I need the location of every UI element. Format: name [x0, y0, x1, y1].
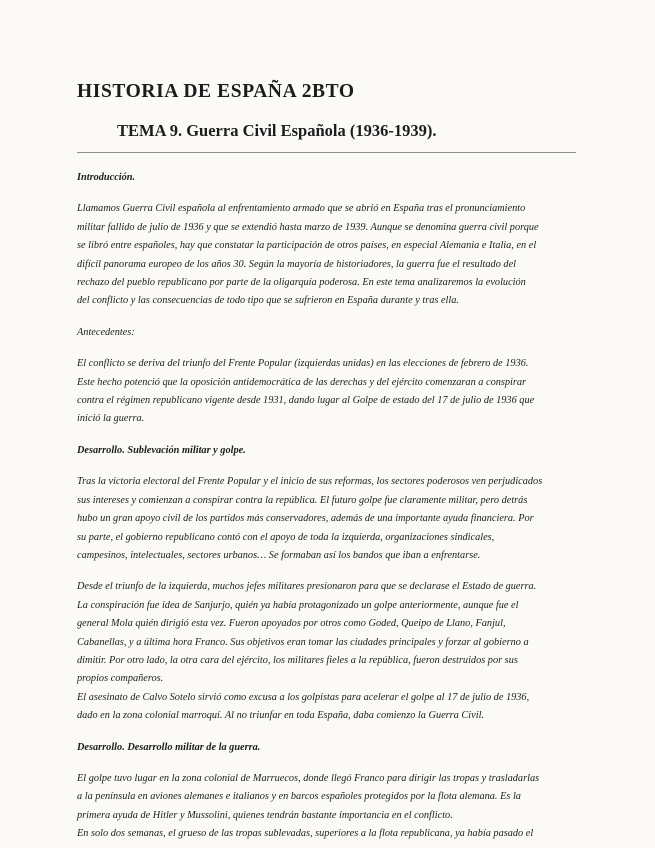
paragraph-spacer	[77, 342, 577, 355]
paragraph-line: Llamamos Guerra Civil española al enfrentamiento armado que se abrió en España tras el pronunciamiento	[77, 203, 526, 215]
document-subtitle: TEMA 9. Guerra Civil Española (1936-1939).	[117, 121, 437, 140]
paragraph-line: propios compañeros.	[77, 673, 164, 685]
paragraph-spacer	[77, 187, 577, 200]
paragraph-line: campesinos, intelectuales, sectores urbanos… Se formaban así los bandos que iban a enfrentarse.	[77, 549, 481, 561]
paragraph-spacer	[77, 565, 577, 578]
section-heading: Desarrollo. Sublevación militar y golpe.	[77, 444, 246, 456]
title-divider	[77, 152, 576, 153]
paragraph-line: En solo dos semanas, el grueso de las tropas sublevadas, superiores a la flota republicana, ya había pasado el	[77, 828, 534, 840]
paragraph-line: Cabanellas, y a última hora Franco. Sus objetivos eran tomar las ciudades principales y forzar al gobierno a	[77, 636, 529, 648]
paragraph-line: El golpe tuvo lugar en la zona colonial de Marruecos, donde llegó Franco para dirigir las tropas y trasladarlas	[77, 772, 540, 784]
paragraph-line: El asesinato de Calvo Sotelo sirvió como excusa a los golpistas para acelerar el golpe al 17 de julio de 1936,	[77, 691, 530, 703]
paragraph-spacer	[77, 726, 577, 739]
section-heading: Antecedentes:	[77, 326, 135, 338]
paragraph-line: Este hecho potenció que la oposición antidemocrática de las derechas y del ejército comenzaran a conspirar	[77, 376, 527, 388]
paragraph-line: hubo un gran apoyo civil de los partidos más conservadores, además de una importante ayuda financiera. Por	[77, 513, 534, 525]
paragraph-spacer	[77, 757, 577, 770]
paragraph-line: primera ayuda de Hitler y Mussolini, quienes tendrán bastante importancia en el conflicto.	[77, 809, 453, 821]
paragraph-line: La conspiración fue idea de Sanjurjo, quién ya había protagonizado un golpe anteriormente, aunque fue el	[77, 599, 519, 611]
paragraph-line: inició la guerra.	[77, 413, 145, 425]
paragraph-line: se libró entre españoles, hay que constatar la participación de otros países, en especial Alemania e Italia, en el	[77, 240, 537, 252]
paragraph-line: su parte, el gobierno republicano contó con el apoyo de toda la izquierda, organizaciones sindicales,	[77, 531, 495, 543]
paragraph-line: Desde el triunfo de la izquierda, muchos jefes militares presionaron para que se declarase el Estado de guerra.	[77, 581, 537, 593]
paragraph-line: general Mola quién dirigió esta vez. Fueron apoyados por otros como Goded, Queipo de Llano, Fanjul,	[77, 618, 506, 630]
paragraph-line: El conflicto se deriva del triunfo del Frente Popular (izquierdas unidas) en las elecciones de febrero de 1936.	[77, 358, 529, 370]
document-title: HISTORIA DE ESPAÑA 2BTO	[77, 81, 355, 102]
section-heading: Desarrollo. Desarrollo militar de la guerra.	[77, 741, 261, 753]
paragraph-line: dado en la zona colonial marroquí. Al no triunfar en toda España, daba comienzo la Guerra Civil.	[77, 710, 485, 722]
paragraph-line: sus intereses y comienzan a conspirar contra la república. El futuro golpe fue claramente militar, pero detrás	[77, 494, 528, 506]
paragraph-spacer	[77, 429, 577, 442]
paragraph-line: Tras la victoria electoral del Frente Popular y el inicio de sus reformas, los sectores poderosos ven perjudicados	[77, 476, 543, 488]
paragraph-line: del conflicto y las consecuencias de todo tipo que se sufrieron en España durante y tras ella.	[77, 295, 459, 307]
document-body	[77, 169, 577, 844]
paragraph-spacer	[77, 460, 577, 473]
paragraph-line: militar fallido de julio de 1936 y que se extendió hasta marzo de 1939. Aunque se denomina guerra civil porque	[77, 221, 539, 233]
paragraph-line: rechazo del pueblo republicano por parte de la oligarquía poderosa. En este tema analizaremos la evolución	[77, 277, 526, 289]
section-heading: Introducción.	[77, 172, 136, 183]
paragraph-line: difícil panorama europeo de los años 30. Según la mayoría de historiadores, la guerra fue el resultado del	[77, 258, 517, 270]
paragraph-line: dimitir. Por otro lado, la otra cara del ejército, los militares fieles a la república, fueron destruidos por sus	[77, 654, 518, 666]
paragraph-line: a la península en aviones alemanes e italianos y en barcos españoles protegidos por la flota alemana. Es la	[77, 791, 521, 803]
paragraph-spacer	[77, 311, 577, 324]
paragraph-line: contra el régimen republicano vigente desde 1931, dando lugar al Golpe de estado del 17 de julio de 1936 que	[77, 395, 535, 407]
